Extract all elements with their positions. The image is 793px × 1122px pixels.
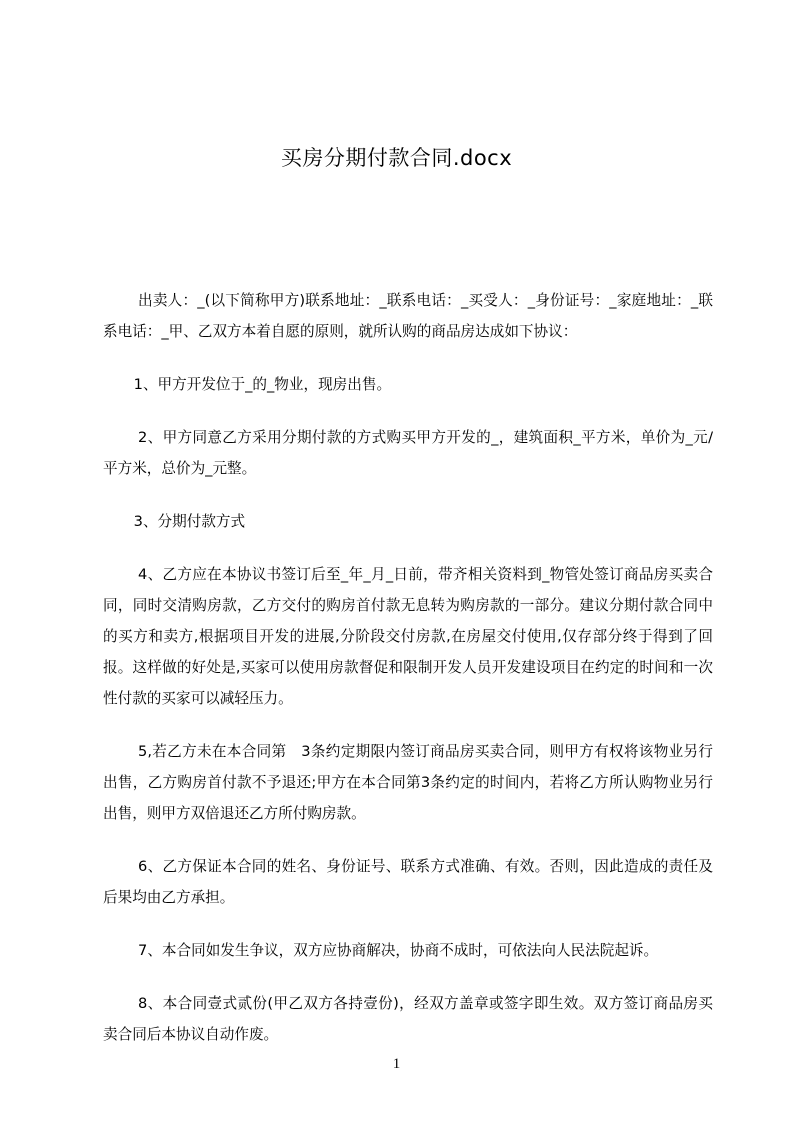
paragraph-clause-4: 4、乙方应在本协议书签订后至_年_月_日前，带齐相关资料到_物管处签订商品房买卖合同，同时交清购房款，乙方交付的购房首付款无息转为购房款的一部分。建议分期付款合同中的买方和卖方,根据项目开发的进展,分阶段交付房款,在房屋交付使用,仅存部分终于得到了回报。这样做的好处是,买家可以使用房款督促和限制开发人员开发建设项目在约定的时间和一次性付款的买家可以减轻压力。 <box>103 566 713 707</box>
paragraph-parties: 出卖人：_(以下简称甲方)联系地址：_联系电话：_买受人：_身份证号：_家庭地址：_联系电话：_甲、乙双方本着自愿的原则，就所认购的商品房达成如下协议： <box>103 292 713 340</box>
paragraph-clause-7: 7、本合同如发生争议，双方应协商解决，协商不成时，可依法向人民法院起诉。 <box>138 942 659 959</box>
paragraph-clause-5: 5,若乙方未在本合同第 3条约定期限内签订商品房买卖合同，则甲方有权将该物业另行出售，乙方购房首付款不予退还;甲方在本合同第3条约定的时间内，若将乙方所认购物业另行出售，则甲方双倍退还乙方所付购房款。 <box>103 743 713 822</box>
paragraph-clause-2: 2、甲方同意乙方采用分期付款的方式购买甲方开发的_，建筑面积_平方米，单价为_元/平方米，总价为_元整。 <box>103 429 713 477</box>
paragraph-clause-8: 8、本合同壹式贰份(甲乙双方各持壹份)，经双方盖章或签字即生效。双方签订商品房买卖合同后本协议自动作废。 <box>103 995 713 1043</box>
paragraph-clause-3: 3、分期付款方式 <box>133 513 246 530</box>
page-number: 1 <box>392 1056 401 1072</box>
paragraph-clause-1: 1、甲方开发位于_的_物业，现房出售。 <box>133 376 392 393</box>
document-title: 买房分期付款合同.docx <box>280 146 513 170</box>
paragraph-clause-6: 6、乙方保证本合同的姓名、身份证号、联系方式准确、有效。否则，因此造成的责任及后果均由乙方承担。 <box>103 858 713 906</box>
document-body <box>103 285 713 1072</box>
